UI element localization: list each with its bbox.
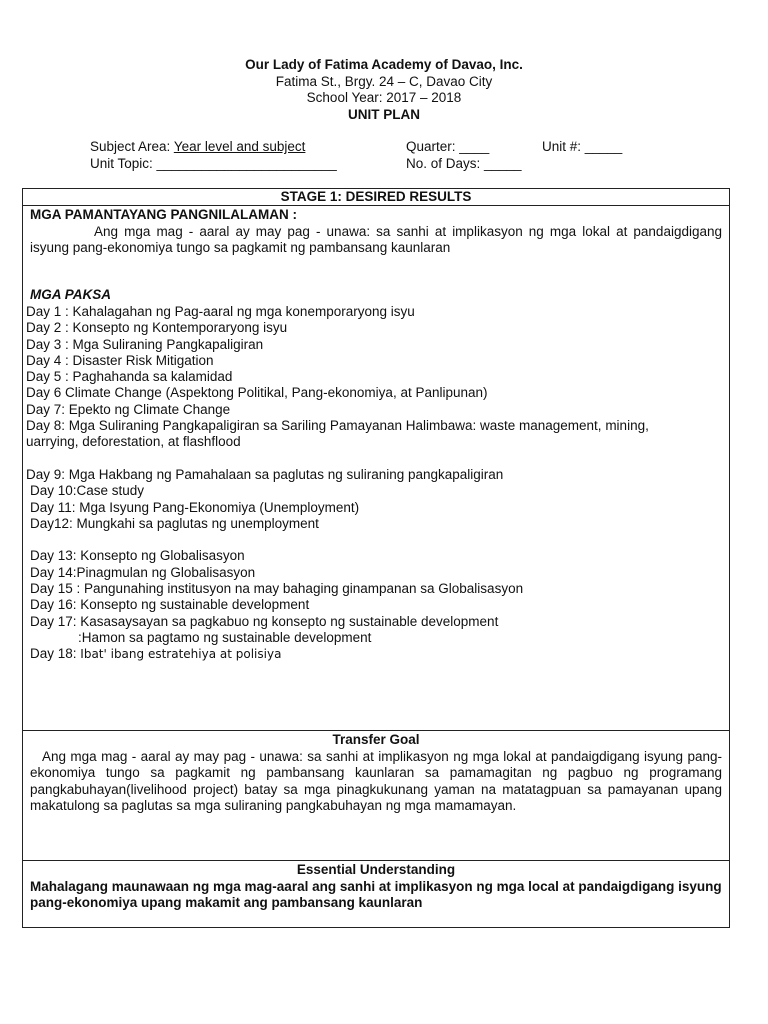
essential-understanding-title: Essential Understanding xyxy=(296,862,456,877)
list-item: uarrying, deforestation, at flashflood xyxy=(26,434,241,450)
essential-understanding-text: Mahalagang maunawaan ng mga mag-aaral ang sanhi at implikasyon ng mga local at pandaigdigang isyung pang-ekonomiya upang makamit ang pambansang kaunlaran xyxy=(30,879,722,911)
subject-area-label: Subject Area: xyxy=(90,139,174,154)
transfer-goal-text: Ang mga mag - aaral ay may pag - unawa: sa sanhi at implikasyon ng mga lokal at pandaigdigang isyung pang-ekonomiya tungo sa pagkamit ng pambansang kaunlaran sa pamamagitan ng pagbuo ng programang pangkabuhayan(livelihood project) batay sa mga pinagkukunang yaman na matatagpuan sa pamayanan upang makatulong sa paglutas sa mga suliraning pangkabuhayan ng mga mamamayan. xyxy=(30,749,722,813)
meta-row-2 xyxy=(90,156,690,173)
list-item: Day 7: Epekto ng Climate Change xyxy=(26,401,231,417)
unit-topic-field xyxy=(90,156,337,172)
list-item: Day 6 Climate Change (Aspektong Politikal, Pang-ekonomiya, at Panlipunan) xyxy=(26,385,488,401)
stage1-heading: STAGE 1: DESIRED RESULTS xyxy=(23,189,729,206)
list-item: Day 15 : Pangunahing institusyon na may bahaging ginampanan sa Globalisasyon xyxy=(30,581,524,597)
list-item: :Hamon sa pagtamo ng sustainable development xyxy=(78,629,372,645)
list-item: Day 4 : Disaster Risk Mitigation xyxy=(26,352,214,368)
transfer-goal-section xyxy=(23,731,729,861)
list-item: Day 5 : Paghahanda sa kalamidad xyxy=(26,369,233,385)
unit-topic-label: Unit Topic: xyxy=(90,155,157,171)
list-item: Day 14:Pinagmulan ng Globalisasyon xyxy=(30,564,256,580)
day-label: Day 18: xyxy=(30,646,81,662)
desired-results-section xyxy=(23,206,729,731)
subject-area-field xyxy=(90,139,305,155)
plan-table xyxy=(22,188,730,928)
list-item: Day 13: Konsepto ng Globalisasyon xyxy=(30,548,245,564)
number-of-days-field: No. of Days: _____ xyxy=(406,155,522,171)
subject-area-value: Year level and subject xyxy=(173,139,306,154)
school-year: School Year: 2017 – 2018 xyxy=(306,90,462,105)
unit-number-field: Unit #: _____ xyxy=(542,139,623,154)
day-topic: Ibat' ibang estratehiya at polisiya xyxy=(80,647,282,662)
meta-row-1 xyxy=(90,139,690,156)
content-standards-title: MGA PAMANTAYANG PANGNILALAMAN : xyxy=(30,207,297,222)
list-item: Day 8: Mga Suliraning Pangkapaligiran sa Sariling Pamayanan Halimbawa: waste management, mining, xyxy=(26,418,649,434)
transfer-goal-title: Transfer Goal xyxy=(332,732,420,747)
list-item: Day 17: Kasasaysayan sa pagkabuo ng konsepto ng sustainable development xyxy=(30,613,499,629)
school-name: Our Lady of Fatima Academy of Davao, Inc. xyxy=(245,57,523,72)
school-address: Fatima St., Brgy. 24 – C, Davao City xyxy=(275,73,493,89)
content-standards-text: Ang mga mag - aaral ay may pag - unawa: sa sanhi at implikasyon ng mga lokal at pandaigdigang isyung pang-ekonomiya tungo sa pagkamit ng pambansang kaunlaran xyxy=(30,224,722,256)
document-header xyxy=(0,57,768,123)
list-item: Day 3 : Mga Suliraning Pangkapaligiran xyxy=(26,336,264,352)
list-item: Day 10:Case study xyxy=(30,483,145,499)
essential-understanding-section xyxy=(23,861,729,927)
list-item: Day 1 : Kahalagahan ng Pag-aaral ng mga konemporaryong isyu xyxy=(26,304,415,319)
topics-title: MGA PAKSA xyxy=(30,287,111,302)
list-item: Day 11: Mga Isyung Pang-Ekonomiya (Unemployment) xyxy=(30,499,360,515)
plan-meta xyxy=(90,139,690,172)
unit-topic-value: ________________________ xyxy=(156,155,337,171)
topics-list xyxy=(26,304,726,663)
list-item: Day 2 : Konsepto ng Kontemporaryong isyu xyxy=(26,320,288,336)
list-item xyxy=(26,646,726,662)
list-item: Day 16: Konsepto ng sustainable development xyxy=(30,597,310,613)
list-item: Day12: Mungkahi sa paglutas ng unemployment xyxy=(30,515,319,531)
document-title: UNIT PLAN xyxy=(348,106,420,122)
list-item: Day 9: Mga Hakbang ng Pamahalaan sa paglutas ng suliraning pangkapaligiran xyxy=(26,466,504,482)
quarter-field: Quarter: ____ xyxy=(406,139,490,154)
